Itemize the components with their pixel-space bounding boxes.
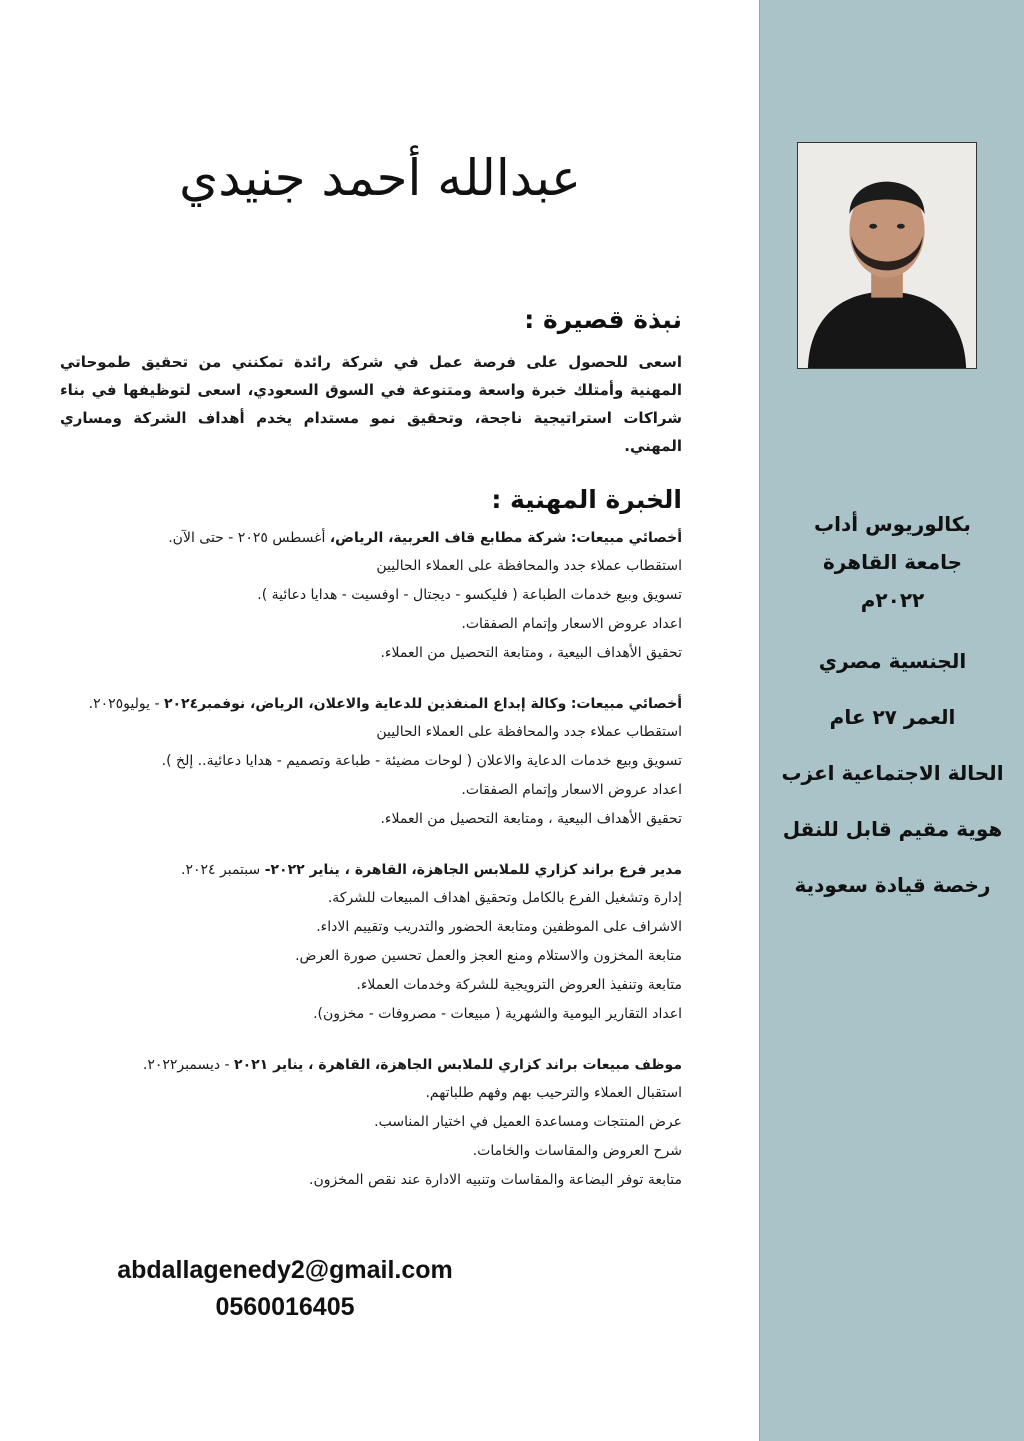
job-period: - يوليو٢٠٢٥. <box>88 696 160 712</box>
education-block <box>770 505 1015 619</box>
job-entry <box>60 856 682 1029</box>
job-company: القاهرة ، يناير ٢٠٢١ <box>234 1057 371 1073</box>
job-entry <box>60 1051 682 1195</box>
job-duty: تحقيق الأهداف البيعية ، ومتابعة التحصيل من العملاء. <box>380 811 682 827</box>
profile-photo <box>797 142 977 369</box>
residency-status: هوية مقيم قابل للنقل <box>782 817 1003 841</box>
education-year: ٢٠٢٢م <box>860 588 925 612</box>
job-duty: متابعة وتنفيذ العروض الترويجية للشركة وخدمات العملاء. <box>356 977 682 993</box>
marital-status: الحالة الاجتماعية اعزب <box>781 761 1004 785</box>
job-title <box>60 1051 682 1079</box>
job-duty: عرض المنتجات ومساعدة العميل في اختيار المناسب. <box>374 1114 682 1130</box>
phone-number[interactable]: 0560016405 <box>215 1293 355 1321</box>
age: العمر ٢٧ عام <box>829 705 956 729</box>
person-silhouette-icon <box>798 143 976 368</box>
job-role: مدير فرع براند كزاري للملابس الجاهزة، <box>411 862 682 878</box>
job-entry <box>60 524 682 668</box>
job-duty: اعداد عروض الاسعار وإتمام الصفقات. <box>461 782 682 798</box>
summary-text: اسعى للحصول على فرصة عمل في شركة رائدة تمكنني من تحقيق طموحاتي المهنية وأمتلك خبرة واسعة ومتنوعة في السوق السعودي، اسعى لتوظيفها في بناء شراكات استراتيجية ناجحة، وتحقيق نمو مستدام يخدم أهداف الشركة ومساري المهني. <box>60 353 682 455</box>
job-role: موظف مبيعات براند كزاري للملابس الجاهزة، <box>374 1057 682 1073</box>
job-role: أخصائي مبيعات: <box>570 696 682 712</box>
job-period: سبتمبر ٢٠٢٤. <box>181 862 261 878</box>
job-duty: استقطاب عملاء جدد والمحافظة على العملاء الحاليين <box>376 558 682 574</box>
job-period: - ديسمبر٢٠٢٢. <box>142 1057 230 1073</box>
job-duty: إدارة وتشغيل الفرع بالكامل وتحقيق اهداف المبيعات للشركة. <box>327 890 682 906</box>
driving-license: رخصة قيادة سعودية <box>794 873 991 897</box>
job-duty: تحقيق الأهداف البيعية ، ومتابعة التحصيل من العملاء. <box>380 645 682 661</box>
email-link[interactable]: abdallagenedy2@gmail.com <box>117 1256 453 1284</box>
job-duty: تسويق وبيع خدمات الدعاية والاعلان ( لوحات مضيئة - طباعة وتصميم - هدايا دعائية.. إلخ ). <box>161 753 682 769</box>
job-title <box>60 524 682 552</box>
job-duty: اعداد التقارير اليومية والشهرية ( مبيعات - مصروفات - مخزون). <box>313 1006 682 1022</box>
job-duty: الاشراف على الموظفين ومتابعة الحضور والتدريب وتقييم الاداء. <box>316 919 682 935</box>
job-duty: متابعة توفر البضاعة والمقاسات وتنبيه الادارة عند نقص المخزون. <box>309 1172 682 1188</box>
job-duty: متابعة المخزون والاستلام ومنع العجز والعمل تحسين صورة العرض. <box>295 948 682 964</box>
job-title <box>60 690 682 718</box>
education-university: جامعة القاهرة <box>822 550 963 574</box>
contact-block <box>60 1252 510 1326</box>
job-company: وكالة إبداع المنفذين للدعاية والاعلان، الرياض، نوفمبر٢٠٢٤ <box>163 696 567 712</box>
candidate-name: عبدالله أحمد جنيدي <box>179 149 581 207</box>
job-period: أغسطس ٢٠٢٥ - حتى الآن. <box>168 530 326 546</box>
job-entry <box>60 690 682 834</box>
job-title <box>60 856 682 884</box>
job-company: القاهرة ، يناير ٢٠٢٢- <box>264 862 407 878</box>
main-content <box>60 300 682 1195</box>
job-duty: اعداد عروض الاسعار وإتمام الصفقات. <box>461 616 682 632</box>
summary-heading: نبذة قصيرة : <box>524 305 682 334</box>
job-duty: استقبال العملاء والترحيب بهم وفهم طلباتهم. <box>425 1085 682 1101</box>
job-duty: شرح العروض والمقاسات والخامات. <box>472 1143 682 1159</box>
personal-info <box>770 505 1015 913</box>
job-company: شركة مطابع قاف العربية، الرياض، <box>329 530 567 546</box>
education-degree: بكالوريوس أداب <box>814 512 971 536</box>
experience-heading: الخبرة المهنية : <box>491 485 682 514</box>
job-role: أخصائي مبيعات: <box>570 530 682 546</box>
job-duty: تسويق وبيع خدمات الطباعة ( فليكسو - ديجتال - اوفسيت - هدايا دعائية ). <box>257 587 682 603</box>
nationality: الجنسية مصري <box>818 649 967 673</box>
job-duty: استقطاب عملاء جدد والمحافظة على العملاء الحاليين <box>376 724 682 740</box>
